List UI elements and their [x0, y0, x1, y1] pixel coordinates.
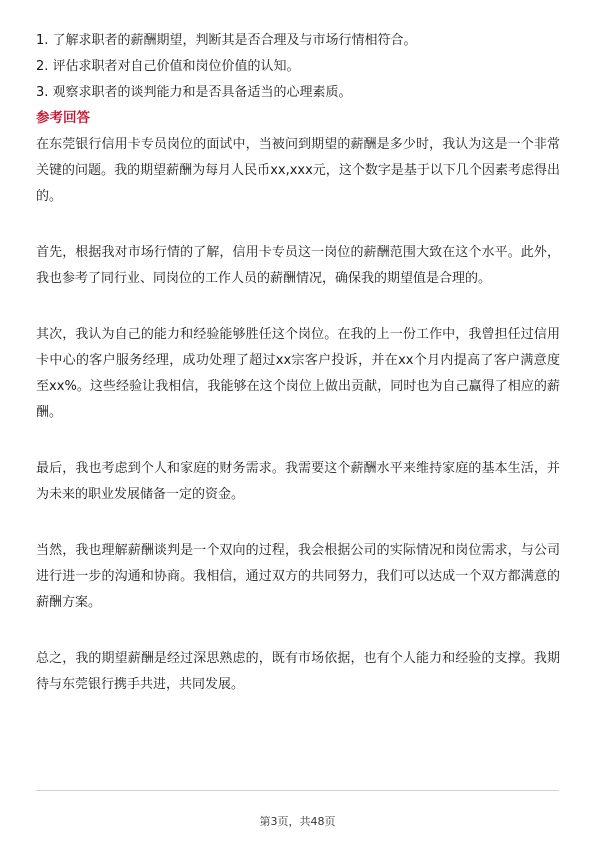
answer-paragraph-3: 其次，我认为自己的能力和经验能够胜任这个岗位。在我的上一份工作中，我曾担任过信用卡中心的客户服务经理，成功处理了超过xx宗客户投诉，并在xx个月内提高了客户满意度至xx%。这些经验让我相信，我能够在这个岗位上做出贡献，同时也为自己赢得了相应的薪酬。 — [36, 327, 560, 420]
purpose-list-item-2: 2. 评估求职者对自己价值和岗位价值的认知。 — [36, 59, 300, 74]
purpose-list-item-3: 3. 观察求职者的谈判能力和是否具备适当的心理素质。 — [36, 85, 352, 100]
answer-paragraph-4: 最后，我也考虑到个人和家庭的财务需求。我需要这个薪酬水平来维持家庭的基本生活，并为未来的职业发展储备一定的资金。 — [36, 461, 560, 502]
answer-paragraph-5: 当然，我也理解薪酬谈判是一个双向的过程，我会根据公司的实际情况和岗位需求，与公司进行进一步的沟通和协商。我相信，通过双方的共同努力，我们可以达成一个双方都满意的薪酬方案。 — [36, 543, 560, 610]
purpose-list-item-1: 1. 了解求职者的薪酬期望，判断其是否合理及与市场行情相符合。 — [36, 33, 417, 48]
document-body — [36, 30, 560, 728]
answer-paragraph-6: 总之，我的期望薪酬是经过深思熟虑的，既有市场依据，也有个人能力和经验的支撑。我期待与东莞银行携手共进，共同发展。 — [36, 651, 560, 692]
answer-heading: 参考回答 — [36, 110, 90, 126]
page-number: 第3页，共48页 — [259, 815, 336, 828]
footer-divider — [36, 790, 559, 791]
answer-paragraph-2: 首先，根据我对市场行情的了解，信用卡专员这一岗位的薪酬范围大致在这个水平。此外，我也参考了同行业、同岗位的工作人员的薪酬情况，确保我的期望值是合理的。 — [36, 245, 560, 286]
answer-paragraph-1: 在东莞银行信用卡专员岗位的面试中，当被问到期望的薪酬是多少时，我认为这是一个非常关键的问题。我的期望薪酬为每月人民币xx,xxx元，这个数字是基于以下几个因素考虑得出的。 — [36, 137, 560, 204]
